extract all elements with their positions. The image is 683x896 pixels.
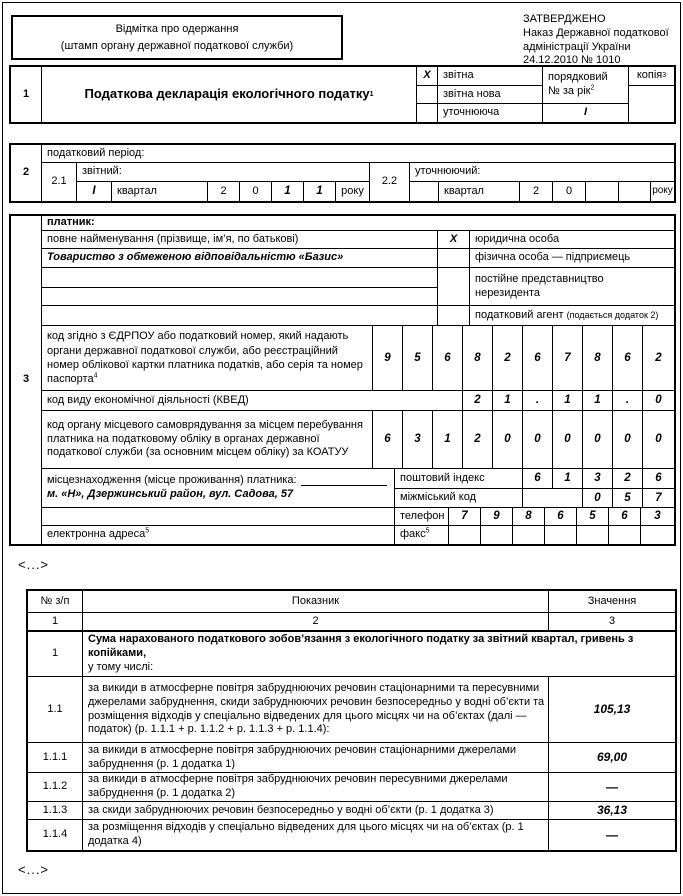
row-1-1-3-number: 1.1.3 [28, 802, 83, 819]
report-type-mark-column [417, 67, 438, 122]
row-1-text: Сума нарахованого податкового зобов’язання з екологічного податку за звітний квартал, гривень з копійками, у тому числі: [88, 633, 634, 673]
approved-block [523, 13, 678, 68]
edrpou-digit-8[interactable]: 8 [583, 326, 613, 390]
clarifying-year-digit-1[interactable]: 2 [520, 182, 553, 201]
label-zvitna: звітна [438, 67, 542, 86]
row-1-number: 1 [28, 632, 83, 676]
report-type-labels [438, 67, 543, 122]
name-extra-rows [42, 268, 438, 305]
type-permanent-rep: постійне представництво нерезидента [475, 272, 604, 299]
koatuu-digit-3[interactable]: 1 [433, 411, 463, 468]
table-row-1-1 [28, 677, 675, 743]
omitted-content-marker-bottom: <...> [18, 862, 50, 877]
koatuu-digit-6[interactable]: 0 [523, 411, 553, 468]
header-row-number: № з/п [28, 591, 83, 612]
reporting-year-word: року [341, 184, 364, 197]
table-row-1-1-3 [28, 802, 675, 820]
area-code-label: міжміський код [395, 489, 523, 507]
postal-digit-2[interactable]: 1 [553, 469, 583, 488]
koatuu-digit-8[interactable]: 0 [583, 411, 613, 468]
edrpou-digit-10[interactable]: 2 [655, 351, 662, 364]
fax-digit-3[interactable] [513, 526, 545, 544]
table-colnum-row [28, 613, 675, 632]
fax-label: факс$^5$ [395, 526, 449, 544]
fax-digit-2[interactable] [481, 526, 513, 544]
clarifying-year-word: року [652, 185, 673, 197]
mark-individual[interactable] [438, 249, 470, 267]
fax-digit-7[interactable] [641, 526, 674, 544]
location-label: місцезнаходження (місце проживання) платника: [47, 474, 297, 487]
section-1 [9, 65, 676, 124]
edrpou-label: код згідно з ЄДРПОУ або податковий номер, який надають органи державної податкової служби, або реєстраційний номер облікової картки платника податків, або серія та номер паспорта$^4$ [42, 326, 373, 390]
postal-digit-3[interactable]: 3 [583, 469, 613, 488]
fax-digit-5[interactable] [577, 526, 609, 544]
stamp-line-1: Відмітка про одержання [115, 23, 239, 35]
kved-label: код виду економічної діяльності (КВЕД) [42, 391, 463, 410]
mark-legal-entity[interactable]: Х [438, 231, 470, 248]
phone-digit-1[interactable]: 7 [449, 508, 481, 525]
edrpou-digit-7[interactable]: 7 [553, 326, 583, 390]
phone-digit-3[interactable]: 8 [513, 508, 545, 525]
colnum-1: 1 [28, 613, 83, 630]
fax-digit-6[interactable] [609, 526, 641, 544]
clarifying-quarter-value[interactable] [410, 182, 439, 201]
phone-label: телефон [395, 508, 449, 525]
row-1-1-2-value[interactable]: — [606, 779, 618, 794]
section-2-number: 2 [11, 145, 42, 201]
stamp-line-2: (штамп органу державної податкової служби) [60, 39, 294, 52]
section-2 [9, 143, 676, 203]
row-1-1-2-number: 1.1.2 [28, 773, 83, 801]
reporting-quarter-word: квартал [112, 182, 208, 201]
phone-digit-4[interactable]: 6 [545, 508, 577, 525]
serial-number-column [543, 67, 629, 122]
mark-permanent-rep[interactable] [438, 268, 470, 305]
row-1-1-1-value[interactable]: 69,00 [596, 750, 628, 764]
row-1-1-4-text: за розміщення відходів у спеціально відведених для цього місцях чи на об’єктах (р. 1 додатка 4) [83, 820, 549, 850]
colnum-3: 3 [608, 614, 616, 627]
tax-agent-note: (подається додаток 2) [566, 309, 659, 320]
serial-number-value[interactable]: І [583, 106, 588, 119]
koatuu-digit-5[interactable]: 0 [493, 411, 523, 468]
copy-column [629, 67, 674, 122]
location-cell [42, 469, 395, 507]
full-name-value[interactable]: Товариство з обмеженою відповідальністю «Базис» [42, 249, 438, 267]
indicators-table [26, 589, 677, 852]
approved-line-4: 24.12.2010 № 1010 [523, 54, 621, 67]
kved-cell-3[interactable]: . [523, 391, 553, 410]
koatuu-label: код органу місцевого самоврядування за місцем перебування платника на податковому обліку в органах державної податкової служби (за основним місцем обліку) за КОАТУУ [42, 411, 373, 468]
table-header-row [28, 591, 675, 613]
phone-digit-5[interactable]: 5 [577, 508, 609, 525]
row-1-1-3-text: за скиди забруднюючих речовин безпосередньо у водні об’єкти (р. 1 додатка 3) [83, 802, 549, 819]
reporting-quarter-value[interactable]: І [77, 182, 112, 201]
koatuu-digit-10[interactable]: 0 [655, 433, 662, 446]
kved-cell-6[interactable]: . [613, 391, 643, 410]
table-row-1-1-1 [28, 743, 675, 773]
row-1-1-text: за викиди в атмосферне повітря забруднюючих речовин стаціонарними та пересувними джерелами забруднення, скиди забруднюючих речовин безпосередньо у водні об’єкти та розміщення відходів у спеціально відведених для цього місцях чи на об’єктах (далі — податок) (р. 1.1.1 + р. 1.1.2 + р. 1.1.3 + р. 1.1.4): [83, 677, 549, 742]
clarifying-year-digit-2[interactable]: 0 [553, 182, 586, 201]
edrpou-digit-2[interactable]: 5 [403, 326, 433, 390]
mark-zvitna-nova-cell[interactable] [417, 86, 437, 105]
fax-digit-1[interactable] [449, 526, 481, 544]
edrpou-digit-1[interactable]: 9 [373, 326, 403, 390]
clarifying-year-digit-3[interactable] [586, 182, 619, 201]
reporting-period-group [77, 163, 370, 201]
reporting-label: звітний: [77, 163, 369, 182]
kved-cell-4[interactable]: 1 [553, 391, 583, 410]
approved-line-2: Наказ Державної податкової [523, 26, 669, 39]
row-1-1-3-value[interactable]: 36,13 [596, 803, 628, 817]
row-1-1-number: 1.1 [28, 677, 83, 742]
mark-utochnyuyucha-cell[interactable] [417, 104, 437, 122]
header-indicator: Показник [83, 591, 549, 612]
name-extra-row-3[interactable] [42, 306, 438, 325]
copy-value-cell[interactable] [629, 86, 674, 122]
area-code-digit-3[interactable]: 7 [655, 491, 662, 504]
table-row-1 [28, 632, 675, 677]
approved-line-3: адміністрації України [523, 40, 631, 53]
phone-digit-2[interactable]: 9 [481, 508, 513, 525]
reporting-year-digit-4[interactable]: 1 [304, 182, 336, 201]
reporting-year-digit-1[interactable]: 2 [208, 182, 240, 201]
clarifying-year-digit-4[interactable] [619, 182, 651, 201]
section-1-number: 1 [11, 67, 42, 122]
postal-digit-5[interactable]: 6 [655, 472, 662, 485]
clarifying-period-group [410, 163, 674, 201]
clarifying-quarter-word: квартал [439, 182, 520, 201]
area-code-empty-cell[interactable] [523, 489, 583, 507]
row-1-1-4-number: 1.1.4 [28, 820, 83, 850]
row-1-1-2-text: за викиди в атмосферне повітря забруднюючих речовин пересувними джерелами забруднення (р. 1 додатка 2) [83, 773, 549, 801]
type-individual: фізична особа — підприємець [475, 251, 631, 264]
kved-cell-1[interactable]: 2 [463, 391, 493, 410]
koatuu-digit-9[interactable]: 0 [613, 411, 643, 468]
type-legal-entity: юридична особа [475, 232, 560, 245]
koatuu-digit-2[interactable]: 3 [403, 411, 433, 468]
row-1-1-1-text: за викиди в атмосферне повітря забруднюючих речовин стаціонарними джерелами забруднення (р. 1 додатка 1) [83, 743, 549, 772]
area-code-digit-2[interactable]: 5 [613, 489, 643, 507]
edrpou-digit-4[interactable]: 8 [463, 326, 493, 390]
serial-number-label: порядковий № за рік$^2$ [543, 67, 628, 104]
approved-line-1: ЗАТВЕРДЖЕНО [523, 13, 606, 25]
reporting-year-digit-2[interactable]: 0 [240, 182, 272, 201]
type-tax-agent: податковий агент (подається додаток 2) [475, 308, 659, 321]
koatuu-digit-1[interactable]: 6 [373, 411, 403, 468]
area-code-digit-1[interactable]: 0 [583, 489, 613, 507]
colnum-2: 2 [83, 613, 549, 630]
phone-digit-6[interactable]: 6 [609, 508, 641, 525]
koatuu-digit-7[interactable]: 0 [553, 411, 583, 468]
name-extra-row-2[interactable] [42, 288, 437, 305]
tax-period-label: податковий період: [42, 145, 674, 163]
phone-digit-7[interactable]: 3 [654, 510, 661, 523]
koatuu-digit-4[interactable]: 2 [463, 411, 493, 468]
fax-digit-4[interactable] [545, 526, 577, 544]
copy-label: копія 3 [629, 67, 674, 86]
table-row-1-1-2 [28, 773, 675, 802]
declaration-title: Податкова декларація екологічного податку 1 [42, 67, 417, 122]
postal-index-label: поштовий індекс [395, 469, 523, 488]
kved-cell-2[interactable]: 1 [493, 391, 523, 410]
location-extra-row[interactable] [42, 508, 395, 525]
name-extra-row-1[interactable] [42, 268, 437, 288]
edrpou-digit-6[interactable]: 6 [523, 326, 553, 390]
edrpou-digit-5[interactable]: 2 [493, 326, 523, 390]
postal-digit-1[interactable]: 6 [523, 469, 553, 488]
kved-cell-5[interactable]: 1 [583, 391, 613, 410]
edrpou-digit-9[interactable]: 6 [613, 326, 643, 390]
row-1-1-1-number: 1.1.1 [28, 743, 83, 772]
label-utochnyuyucha: уточнююча [443, 106, 500, 119]
omitted-content-marker-middle: <...> [18, 557, 50, 572]
section-3-number: 3 [11, 216, 42, 544]
clarifying-label: уточнюючий: [410, 163, 674, 182]
code-2-2: 2.2 [370, 163, 410, 201]
table-row-1-1-4 [28, 820, 675, 850]
location-value[interactable]: м. «Н», Дзержинський район, вул. Садова, 57 [47, 488, 294, 500]
location-underline [301, 476, 387, 486]
section-3 [9, 214, 676, 546]
reporting-year-digit-3[interactable]: 1 [272, 182, 304, 201]
row-1-1-4-value[interactable]: — [606, 827, 618, 842]
postal-digit-4[interactable]: 2 [613, 469, 643, 488]
header-value: Значення [587, 594, 637, 607]
full-name-label: повне найменування (прізвище, ім’я, по батькові) [42, 231, 438, 248]
receipt-stamp-box [11, 15, 343, 60]
payer-header: платник: [42, 216, 674, 231]
label-zvitna-nova: звітна нова [438, 86, 542, 105]
edrpou-digit-3[interactable]: 6 [433, 326, 463, 390]
email-label: електронна адреса$^5$ [42, 526, 395, 544]
kved-cell-7[interactable]: 0 [655, 394, 662, 407]
mark-zvitna-cell[interactable]: Х [417, 67, 437, 86]
code-2-1: 2.1 [42, 163, 77, 201]
row-1-1-value[interactable]: 105,13 [593, 702, 631, 716]
mark-tax-agent[interactable] [438, 306, 470, 325]
